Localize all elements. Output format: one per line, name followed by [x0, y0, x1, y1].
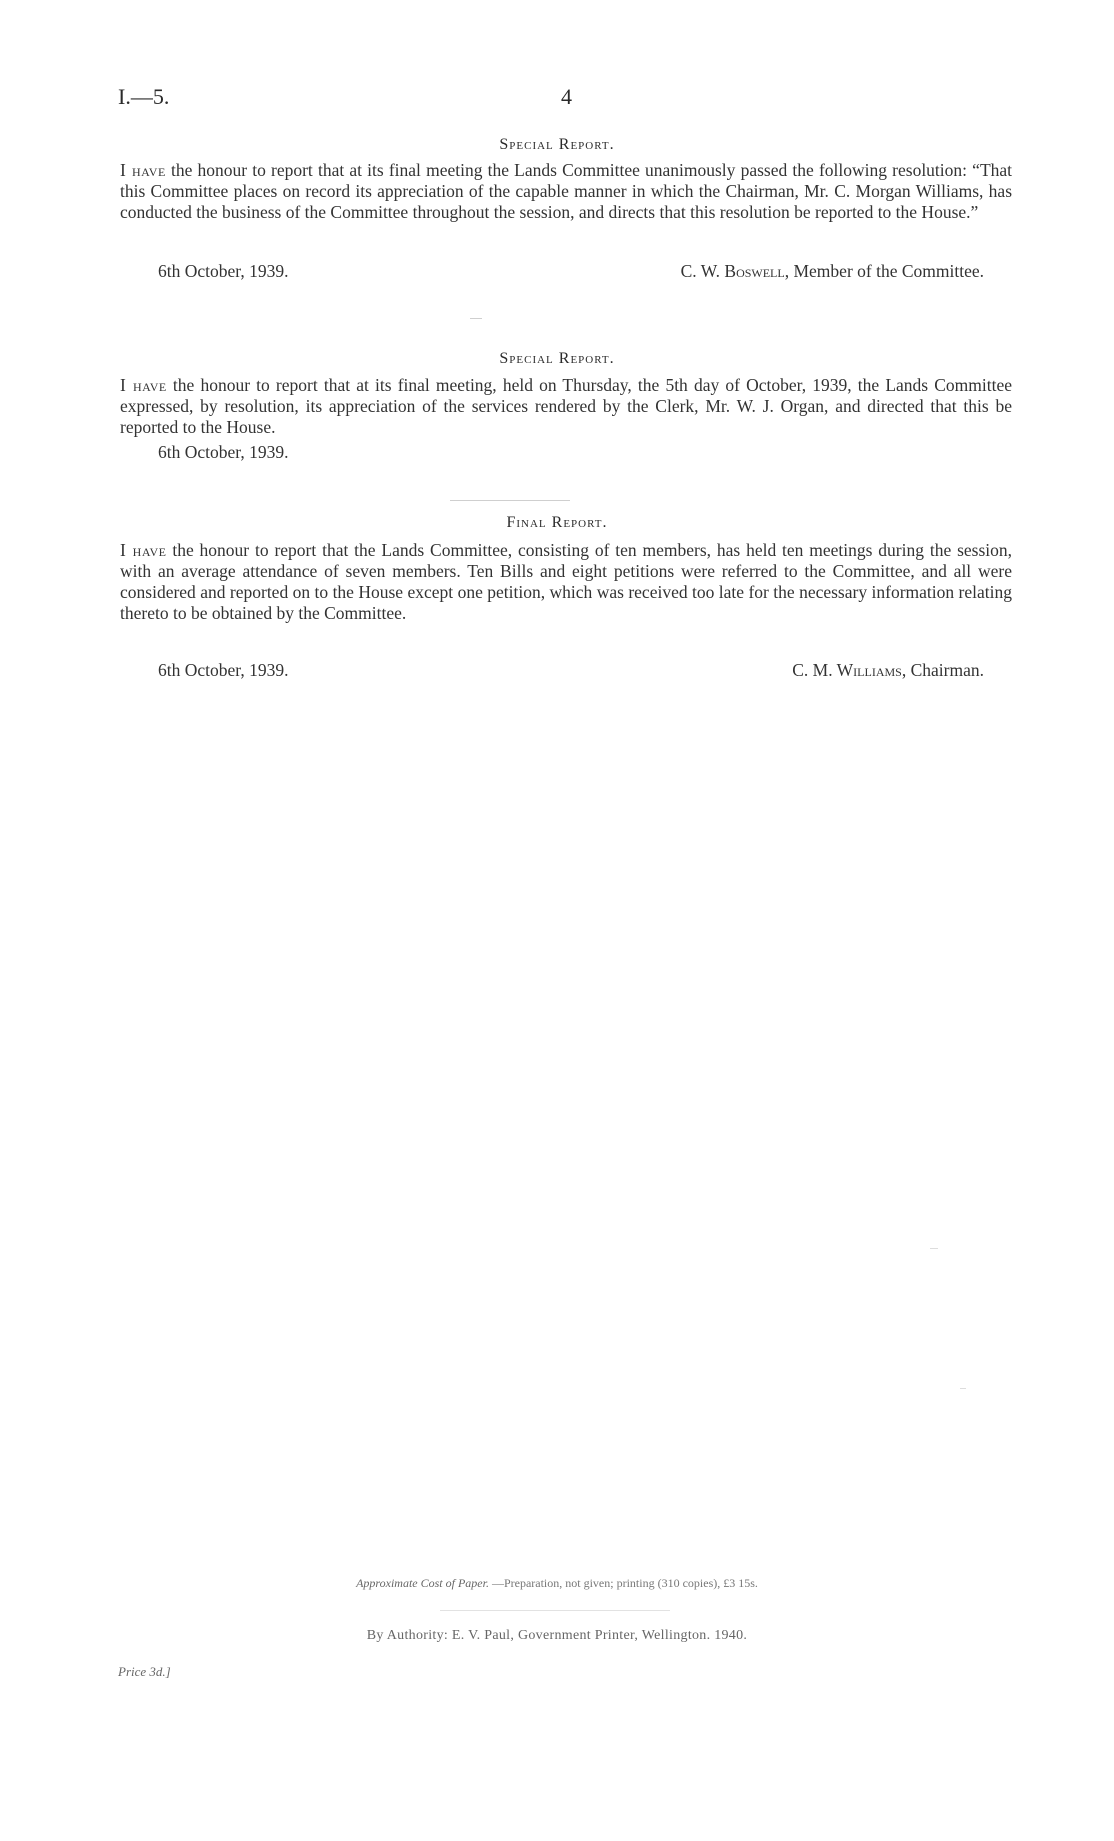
cost-label: Approximate Cost of Paper.: [356, 1576, 489, 1590]
cost-text: —Preparation, not given; printing (310 copies), £3 15s.: [491, 1576, 758, 1590]
signatory-name: C. W. Boswell,: [680, 261, 790, 281]
page-number: 4: [561, 84, 572, 109]
section-title: Special Report.: [499, 350, 615, 367]
scan-speck: [960, 1388, 966, 1389]
paragraph-body: the honour to report that at its final meeting the Lands Committee unanimously passed the following resolution: “That this Committee places on record its appreciation of the capable manner in which the Chairman, Mr. C. Morgan Williams, has conducted the business of the Committee throughout the session, and directs that this resolution be reported to the House.”: [120, 160, 1013, 222]
paragraph-lead: I have: [120, 160, 166, 180]
printer-authority: By Authority: E. V. Paul, Government Printer, Wellington. 1940.: [366, 1628, 748, 1643]
section-paragraph: [120, 375, 1012, 438]
report-signature: [681, 261, 984, 282]
paper-reference: I.—5.: [118, 84, 170, 109]
report-signature: [792, 660, 984, 681]
report-date: 6th October, 1939.: [158, 261, 289, 281]
section-title: Final Report.: [506, 514, 608, 531]
signatory-role: Member of the Committee.: [793, 261, 984, 281]
signatory-role: Chairman.: [910, 660, 984, 680]
section-divider: [450, 500, 570, 501]
paragraph-body: the honour to report that at its final meeting, held on Thursday, the 5th day of October, 1939, the Lands Committee expressed, by resolution, its appreciation of the services rendered by the Clerk, Mr. W. J. Organ, and directed that this be reported to the House.: [120, 375, 1013, 437]
paragraph-lead: I have: [120, 375, 167, 395]
report-date: 6th October, 1939.: [158, 660, 289, 680]
paragraph-body: the honour to report that the Lands Committee, consisting of ten members, has held ten meetings during the session, with an average attendance of seven members. Ten Bills and eight petitions were referred to the Committee, and all were considered and reported on to the House except one petition, which was received too late for the necessary information relating thereto to be obtained by the Committee.: [120, 540, 1013, 623]
signatory-name: C. M. Williams,: [792, 660, 907, 680]
section-paragraph: [120, 160, 1012, 223]
paragraph-lead: I have: [120, 540, 167, 560]
section-paragraph: [120, 540, 1012, 624]
section-divider: [470, 318, 482, 319]
footer-divider: [440, 1610, 670, 1611]
report-date: 6th October, 1939.: [158, 442, 289, 462]
cost-of-paper: [0, 1576, 1114, 1591]
section-title: Special Report.: [499, 136, 615, 153]
scan-speck: [930, 1248, 938, 1249]
price-note: Price 3d.]: [118, 1664, 171, 1679]
